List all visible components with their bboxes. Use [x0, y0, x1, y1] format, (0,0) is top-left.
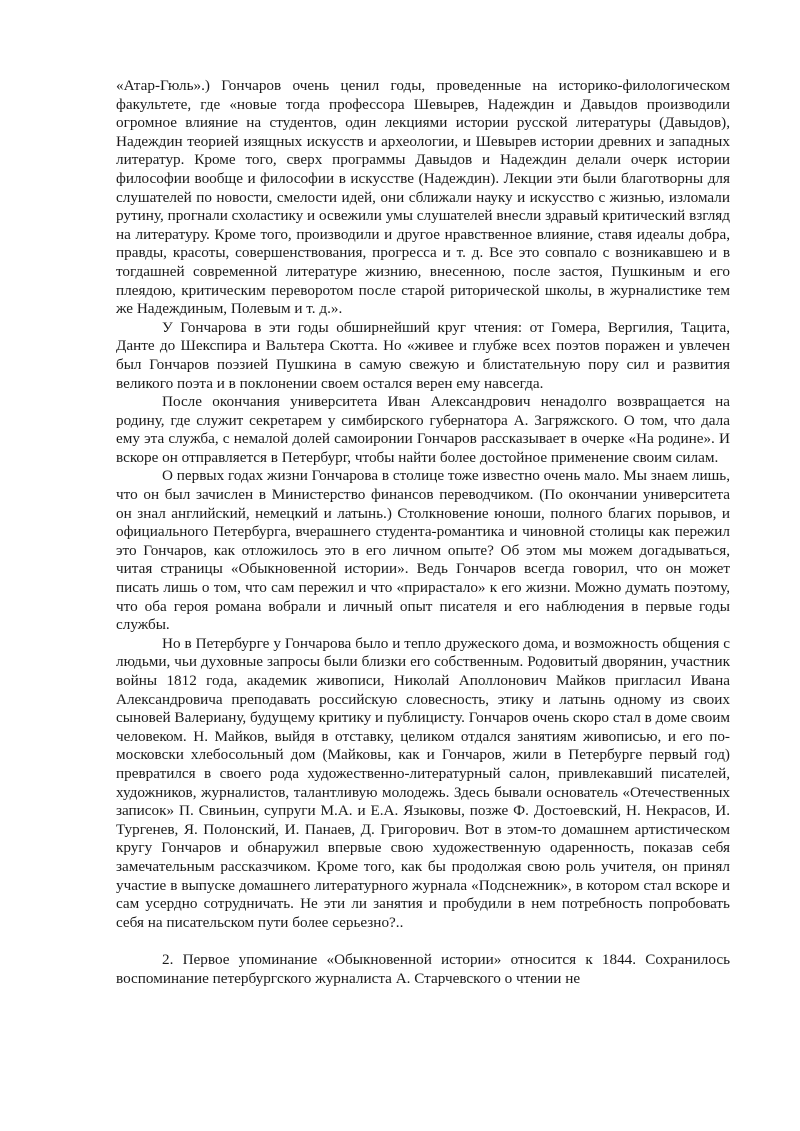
paragraph: «Атар-Гюль».) Гончаров очень ценил годы, проведенные на историко-филологическом факультете, где «новые тогда профессора Шевырев, Надеждин и Давыдов производили огромное влияние на студентов, один лекциями истории русской литературы (Давыдов), Надеждин теорией изящных искусств и археологии, и Шевырев истории древних и западных литератур. Кроме того, сверх программы Давыдов и Надеждин делали очерк истории философии вообще и философии в искусстве (Надеждин). Лекции эти были благотворны для слушателей по новости, смелости идей, они сближали науку и искусство с жизнью, изломали рутину, прогнали схоластику и освежили умы слушателей внесли здравый критический взгляд на литературу. Кроме того, производили и другое нравственное влияние, ставя идеалы добра, правды, красоты, совершенствования, прогресса и т. д. Все это совпало с возникавшею и в тогдашней современной литературе жизнию, внесенною, после застоя, Пушкиным и его плеядою, критическим переворотом после старой риторической школы, в журналистике тем же Надеждиным, Полевым и т. д.».: [116, 77, 730, 318]
section-text: Первое упоминание «Обыкновенной истории» относится к 1844. Сохранилось воспоминание петербургского журналиста А. Старчевского о чтении не: [116, 950, 730, 987]
paragraph: Но в Петербурге у Гончарова было и тепло дружеского дома, и возможность общения с людьми, чьи духовные запросы были близки его собственным. Родовитый дворянин, участник войны 1812 года, академик живописи, Николай Аполлонович Майков пригласил Ивана Александровича преподавать российскую словесность, этику и латынь одному из своих сыновей Валериану, будущему критику и публицисту. Гончаров очень скоро стал в доме своим человеком. Н. Майков, выйдя в отставку, целиком отдался занятиям живописью, и его по-московски хлебосольный дом (Майковы, как и Гончаров, жили в Петербурге первый год) превратился в своего рода художественно-литературный салон, привлекавший писателей, художников, журналистов, талантливую молодежь. Здесь бывали основатель «Отечественных записок» П. Свиньин, супруги М.А. и Е.А. Языковы, позже Ф. Достоевский, Н. Некрасов, И. Тургенев, Я. Полонский, И. Панаев, Д. Григорович. Вот в этом-то домашнем артистическом кругу Гончаров и обнаружил впервые свою художественную одаренность, показав себя замечательным рассказчиком. Кроме того, как бы продолжая свою роль учителя, он принял участие в выпуске домашнего литературного журнала «Подснежник», в котором стал вскоре и сам усердно сотрудничать. Не эти ли занятия и пробудили в нем потребность попробовать себя на писательском пути более серьезно?..: [116, 634, 730, 931]
text-column: [116, 77, 730, 988]
paragraph: После окончания университета Иван Александрович ненадолго возвращается на родину, где служит секретарем у симбирского губернатора А. Загряжского. О том, что дала ему эта служба, с немалой долей самоиронии Гончаров рассказывает в очерке «На родине». И вскоре он отправляется в Петербург, чтобы найти более достойное применение своим силам.: [116, 393, 730, 466]
paragraph: У Гончарова в эти годы обширнейший круг чтения: от Гомера, Вергилия, Тацита, Данте до Шекспира и Вальтера Скотта. Но «живее и глубже всех поэтов поражен и увлечен был Гончаров поэзией Пушкина в самую свежую и блистательную пору сил и развития великого поэта и в поклонении своем остался верен ему навсегда.: [116, 318, 730, 392]
section-paragraph: [116, 951, 730, 988]
paragraph: О первых годах жизни Гончарова в столице тоже известно очень мало. Мы знаем лишь, что он был зачислен в Министерство финансов переводчиком. (По окончании университета он знал английский, немецкий и латынь.) Столкновение юноши, полного благих порывов, и официального Петербурга, вчерашнего студента-романтика и чиновной столицы как пережил это Гончаров, как отложилось это в его личном опыте? Об этом мы можем догадываться, читая страницы «Обыкновенной истории». Ведь Гончаров всегда говорил, что он может писать лишь о том, что сам пережил и что «прирастало» к его жизни. Можно думать поэтому, что оба героя романа вобрали и личный опыт писателя и его наблюдения в первые годы службы.: [116, 467, 730, 634]
section-2: [116, 951, 730, 988]
section-number: 2.: [162, 950, 174, 968]
